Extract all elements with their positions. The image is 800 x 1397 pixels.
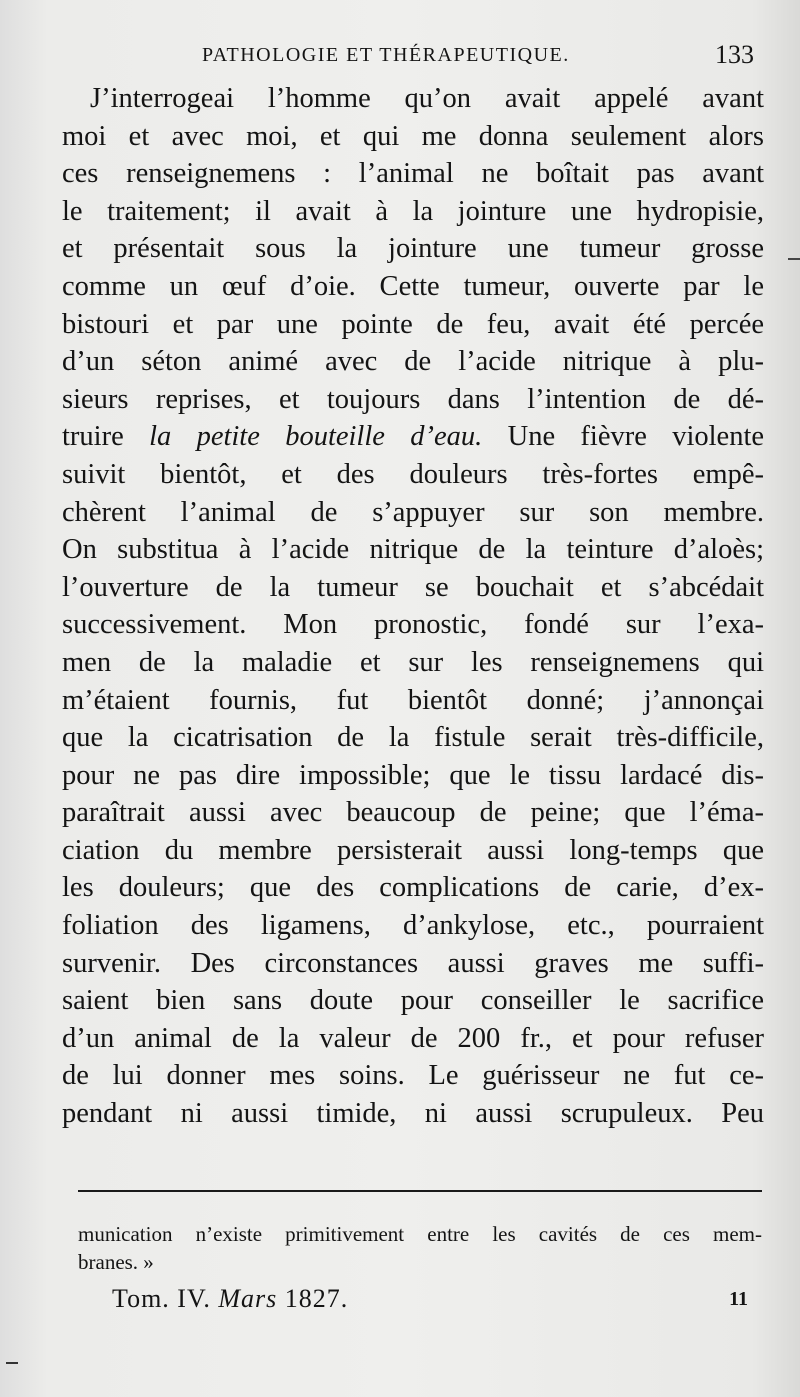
- body-line: J’interrogeai l’homme qu’on avait appelé avant: [90, 83, 764, 114]
- page-header: [62, 40, 762, 80]
- body-line: men de la maladie et sur les renseignemens qui: [62, 646, 764, 678]
- body-line: pour ne pas dire impossible; que le tissu lardacé dis-: [62, 759, 764, 791]
- body-line: suivit bientôt, et des douleurs très-fortes empê-: [62, 458, 764, 490]
- sheet-number: 11: [729, 1288, 748, 1310]
- month-label: Mars: [218, 1284, 278, 1313]
- footnote: [78, 1220, 762, 1276]
- body-line: que la cicatrisation de la fistule serait très-difficile,: [62, 722, 764, 754]
- body-line: et présentait sous la jointure une tumeur grosse: [62, 233, 764, 265]
- body-line: le traitement; il avait à la jointure une hydropisie,: [62, 195, 764, 227]
- body-line: sieurs reprises, et toujours dans l’intention de dé-: [62, 383, 764, 415]
- body-line: successivement. Mon pronostic, fondé sur l’exa-: [62, 609, 764, 641]
- margin-mark: [788, 258, 800, 260]
- body-line: moi et avec moi, et qui me donna seulement alors: [62, 120, 764, 152]
- body-line: foliation des ligamens, d’ankylose, etc., pourraient: [62, 910, 764, 942]
- body-line-end: Une fièvre violente: [482, 421, 765, 453]
- signature-line: [112, 1284, 762, 1324]
- body-line-italic-mixed: [62, 418, 764, 456]
- margin-mark: [6, 1362, 18, 1364]
- body-line: paraîtrait aussi avec beaucoup de peine; que l’éma-: [62, 797, 764, 829]
- body-line: les douleurs; que des complications de carie, d’ex-: [62, 872, 764, 904]
- body-line-start: truire: [62, 421, 150, 453]
- body-line: d’un animal de la valeur de 200 fr., et pour refuser: [62, 1022, 764, 1054]
- body-line: comme un œuf d’oie. Cette tumeur, ouverte par le: [62, 270, 764, 302]
- body-line: de lui donner mes soins. Le guérisseur ne fut ce-: [62, 1060, 764, 1092]
- volume-label: Tom. IV.: [112, 1284, 219, 1313]
- body-line: d’un séton animé avec de l’acide nitrique à plu-: [62, 346, 764, 378]
- page-number: 133: [715, 40, 754, 69]
- body-line: ces renseignemens : l’animal ne boîtait pas avant: [62, 158, 764, 190]
- footnote-line: munication n’existe primitivement entre les cavités de ces mem-: [78, 1222, 762, 1246]
- italic-phrase: la petite bouteille d’eau.: [149, 421, 483, 453]
- body-line: On substitua à l’acide nitrique de la teinture d’aloès;: [62, 534, 764, 566]
- body-line: ciation du membre persisterait aussi long-temps que: [62, 834, 764, 866]
- footnote-line: branes. »: [78, 1250, 154, 1274]
- body-line: saient bien sans doute pour conseiller le sacrifice: [62, 985, 764, 1017]
- running-title: PATHOLOGIE ET THÉRAPEUTIQUE.: [202, 44, 570, 66]
- body-line: bistouri et par une pointe de feu, avait été percée: [62, 308, 764, 340]
- footnote-rule: [78, 1190, 762, 1192]
- volume-date: [112, 1284, 348, 1314]
- body-line: m’étaient fournis, fut bientôt donné; j’annonçai: [62, 684, 764, 716]
- body-text: [62, 80, 764, 1133]
- year-label: 1827.: [277, 1284, 349, 1313]
- body-line: l’ouverture de la tumeur se bouchait et s’abcédait: [62, 571, 764, 603]
- body-line: chèrent l’animal de s’appuyer sur son membre.: [62, 496, 764, 528]
- body-line: survenir. Des circonstances aussi graves me suffi-: [62, 947, 764, 979]
- body-line: pendant ni aussi timide, ni aussi scrupuleux. Peu: [62, 1098, 764, 1130]
